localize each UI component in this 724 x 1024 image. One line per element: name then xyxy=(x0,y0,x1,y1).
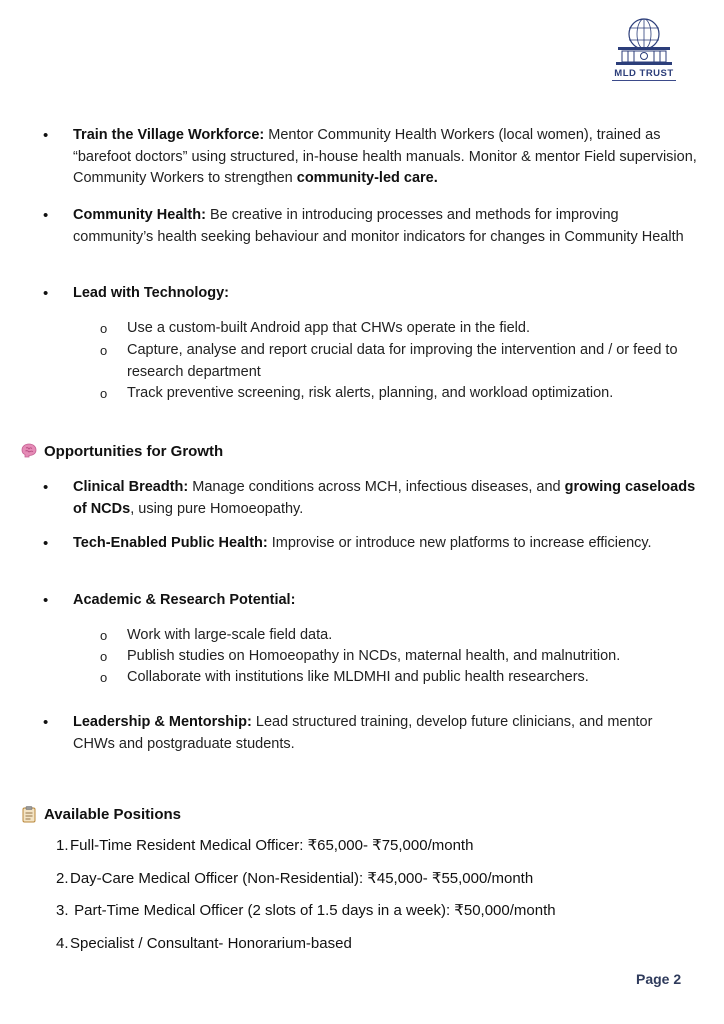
position-number: 3. xyxy=(56,902,69,919)
bullet-heading: Leadership & Mentorship: xyxy=(73,714,252,730)
section-title: Opportunities for Growth xyxy=(44,442,224,460)
sub-item-field-data: o Work with large-scale field data. xyxy=(127,625,707,647)
bullet-academic-research xyxy=(73,590,697,612)
section-heading-positions xyxy=(20,805,181,823)
page-number: Page 2 xyxy=(636,971,682,987)
section-heading-growth xyxy=(20,442,223,460)
bullet-text: Be creative in introducing processes and methods for improving community’s health seeking behaviour and monitor indicators for changes in Community Health xyxy=(73,207,684,245)
position-item xyxy=(56,934,352,954)
position-text: Specialist / Consultant- Honorarium-based xyxy=(70,935,352,952)
bullet-heading: Tech-Enabled Public Health: xyxy=(73,535,268,551)
sub-item-track-screening: o Track preventive screening, risk alerts, planning, and workload optimization. xyxy=(127,383,707,405)
position-item xyxy=(56,901,556,921)
bullet-tech-public-health xyxy=(73,533,697,555)
bullet-community-health xyxy=(73,205,697,248)
position-number: 2. xyxy=(56,870,69,887)
bullet-text: Lead structured training, develop future clinicians, and mentor CHWs and postgraduate students. xyxy=(73,714,653,752)
position-text: Full-Time Resident Medical Officer: ₹65,000- ₹75,000/month xyxy=(70,837,474,854)
clipboard-icon xyxy=(20,805,38,823)
section-title: Available Positions xyxy=(44,805,181,823)
sub-item-collaborate: o Collaborate with institutions like MLDMHI and public health researchers. xyxy=(127,667,707,689)
bullet-text-end: , using pure Homoeopathy. xyxy=(130,500,304,517)
building-globe-icon xyxy=(602,14,686,70)
bullet-heading: Lead with Technology: xyxy=(73,285,230,301)
bullet-heading: Clinical Breadth: xyxy=(73,479,189,495)
position-text: Part-Time Medical Officer (2 slots of 1.5 days in a week): ₹50,000/month xyxy=(70,902,556,919)
bullet-heading: Academic & Research Potential: xyxy=(73,592,296,608)
brain-icon xyxy=(20,442,38,460)
bullet-heading: Train the Village Workforce: xyxy=(73,127,265,143)
bullet-heading: Community Health: xyxy=(73,207,206,223)
bullet-lead-technology xyxy=(73,283,697,305)
sub-item-android-app: o Use a custom-built Android app that CHWs operate in the field. xyxy=(127,318,707,340)
logo-text: MLD TRUST xyxy=(614,68,674,79)
position-item xyxy=(56,869,533,889)
sub-item-capture-data: o Capture, analyse and report crucial data for improving the intervention and / or feed to research department xyxy=(127,340,707,383)
bullet-text: Improvise or introduce new platforms to increase efficiency. xyxy=(267,535,652,551)
bullet-train-workforce xyxy=(73,125,697,190)
bullet-emphasis: growing caseloads of NCDs xyxy=(73,479,696,517)
bullet-emphasis: community-led care. xyxy=(296,170,438,186)
bullet-text: Manage conditions across MCH, infectious diseases, and xyxy=(188,479,565,495)
position-number: 1. xyxy=(56,837,69,854)
mld-trust-logo xyxy=(602,14,686,82)
bullet-text: Mentor Community Health Workers (local women), trained as “barefoot doctors” using structured, in-house health manuals. Monitor & mentor Field supervision, Community Workers to strengthen xyxy=(73,127,697,186)
sub-item-publish-studies: o Publish studies on Homoeopathy in NCDs, maternal health, and malnutrition. xyxy=(127,646,707,668)
bullet-clinical-breadth xyxy=(73,477,697,520)
position-number: 4. xyxy=(56,935,69,952)
bullet-leadership xyxy=(73,712,697,755)
logo-divider xyxy=(612,80,676,81)
position-text: Day-Care Medical Officer (Non-Residential): ₹45,000- ₹55,000/month xyxy=(70,870,534,887)
position-item xyxy=(56,836,473,856)
